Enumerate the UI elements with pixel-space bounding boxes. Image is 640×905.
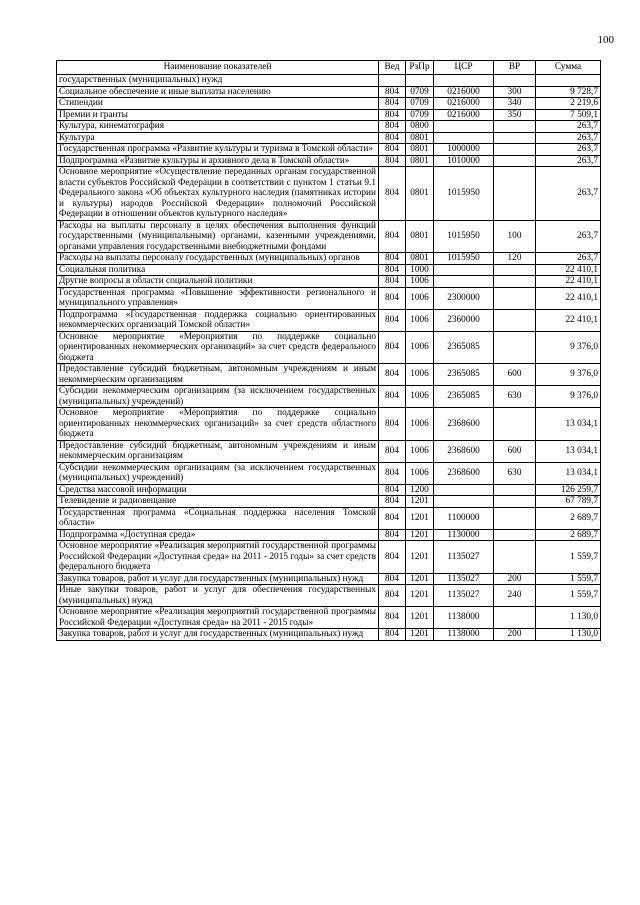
table-row xyxy=(57,276,601,288)
table-row xyxy=(57,98,601,110)
cell-ved: 804 xyxy=(379,264,406,276)
cell-rzpr: 1006 xyxy=(406,408,434,441)
cell-csr: 2365085 xyxy=(434,386,494,408)
cell-csr: 1100000 xyxy=(434,507,494,529)
cell-rzpr: 1201 xyxy=(406,529,434,541)
cell-csr: 2368600 xyxy=(434,440,494,462)
cell-csr: 2360000 xyxy=(434,309,494,331)
cell-vr: 200 xyxy=(494,629,536,641)
cell-sum: 1 559,7 xyxy=(536,573,601,585)
cell-rzpr: 1201 xyxy=(406,607,434,629)
cell-ved xyxy=(379,75,406,87)
cell-rzpr: 0801 xyxy=(406,144,434,156)
cell-csr: 0216000 xyxy=(434,109,494,121)
cell-sum: 22 410,1 xyxy=(536,264,601,276)
cell-name: Основное мероприятие «Осуществление переданных органам государственной власти субъектов Российской Федерации в соответствии с пунктом 1 статьи 9.1 Федерального закона «Об объектах культурного наследия (памятниках истории и культуры) народов Российской Федерации» полномочий Российской Федерации в отношении объектов культурного наследия» xyxy=(57,167,379,221)
cell-rzpr: 1006 xyxy=(406,440,434,462)
cell-sum: 263,7 xyxy=(536,155,601,167)
cell-vr xyxy=(494,529,536,541)
cell-name: Культура xyxy=(57,132,379,144)
cell-ved: 804 xyxy=(379,86,406,98)
cell-vr: 350 xyxy=(494,109,536,121)
cell-vr: 630 xyxy=(494,462,536,484)
cell-name: Социальная политика xyxy=(57,264,379,276)
cell-ved: 804 xyxy=(379,309,406,331)
cell-csr: 1135027 xyxy=(434,541,494,574)
cell-vr: 600 xyxy=(494,440,536,462)
cell-ved: 804 xyxy=(379,155,406,167)
table-row xyxy=(57,109,601,121)
table-row xyxy=(57,121,601,133)
cell-ved: 804 xyxy=(379,541,406,574)
cell-vr xyxy=(494,331,536,364)
cell-sum: 263,7 xyxy=(536,167,601,221)
cell-vr: 200 xyxy=(494,573,536,585)
cell-name: Другие вопросы в области социальной политики xyxy=(57,276,379,288)
column-header-name: Наименование показателей xyxy=(57,61,379,75)
cell-name: Подпрограмма «Доступная среда» xyxy=(57,529,379,541)
cell-rzpr: 1006 xyxy=(406,386,434,408)
cell-csr: 1000000 xyxy=(434,144,494,156)
cell-sum: 13 034,1 xyxy=(536,440,601,462)
cell-name: Основное мероприятие «Мероприятия по поддержке социально ориентированных некоммерческих организаций» за счет средств федерального бюджета xyxy=(57,331,379,364)
cell-vr xyxy=(494,132,536,144)
cell-name: Стипендии xyxy=(57,98,379,110)
cell-sum: 126 259,7 xyxy=(536,484,601,496)
table-row xyxy=(57,132,601,144)
cell-rzpr: 1201 xyxy=(406,573,434,585)
cell-name: государственных (муниципальных) нужд xyxy=(57,75,379,87)
cell-ved: 804 xyxy=(379,98,406,110)
table-row xyxy=(57,386,601,408)
cell-csr: 2368600 xyxy=(434,462,494,484)
table-row xyxy=(57,496,601,508)
cell-sum: 22 410,1 xyxy=(536,309,601,331)
table-row xyxy=(57,507,601,529)
cell-rzpr: 1006 xyxy=(406,287,434,309)
table-row xyxy=(57,86,601,98)
cell-name: Подпрограмма «Развитие культуры и архивного дела в Томской области» xyxy=(57,155,379,167)
cell-ved: 804 xyxy=(379,109,406,121)
cell-rzpr: 1006 xyxy=(406,364,434,386)
cell-rzpr: 1006 xyxy=(406,462,434,484)
cell-vr xyxy=(494,309,536,331)
column-header-rzpr: РзПр xyxy=(406,61,434,75)
cell-ved: 804 xyxy=(379,253,406,265)
cell-rzpr: 1006 xyxy=(406,309,434,331)
cell-vr xyxy=(494,155,536,167)
cell-ved: 804 xyxy=(379,121,406,133)
table-row xyxy=(57,440,601,462)
cell-vr xyxy=(494,167,536,221)
cell-ved: 804 xyxy=(379,629,406,641)
cell-vr: 340 xyxy=(494,98,536,110)
cell-vr: 100 xyxy=(494,220,536,253)
cell-rzpr: 0801 xyxy=(406,253,434,265)
cell-sum: 263,7 xyxy=(536,121,601,133)
table-row xyxy=(57,287,601,309)
cell-ved: 804 xyxy=(379,529,406,541)
table-row xyxy=(57,541,601,574)
cell-sum: 13 034,1 xyxy=(536,408,601,441)
cell-csr xyxy=(434,496,494,508)
cell-name: Государственная программа «Повышение эффективности регионального и муниципального управления» xyxy=(57,287,379,309)
cell-vr xyxy=(494,264,536,276)
cell-vr xyxy=(494,75,536,87)
cell-name: Средства массовой информации xyxy=(57,484,379,496)
table-row xyxy=(57,167,601,221)
table-header-row xyxy=(57,61,601,75)
cell-ved: 804 xyxy=(379,440,406,462)
cell-name: Подпрограмма «Государственная поддержка социально ориентированных некоммерческих организаций Томской области» xyxy=(57,309,379,331)
cell-sum: 9 376,0 xyxy=(536,331,601,364)
cell-csr: 0216000 xyxy=(434,98,494,110)
table-row xyxy=(57,155,601,167)
table-row xyxy=(57,585,601,607)
cell-vr xyxy=(494,121,536,133)
table-row xyxy=(57,629,601,641)
cell-ved: 804 xyxy=(379,408,406,441)
cell-name: Государственная программа «Социальная поддержка населения Томской области» xyxy=(57,507,379,529)
cell-vr xyxy=(494,276,536,288)
cell-csr: 1138000 xyxy=(434,629,494,641)
column-header-vr: ВР xyxy=(494,61,536,75)
cell-csr xyxy=(434,276,494,288)
cell-ved: 804 xyxy=(379,276,406,288)
cell-vr xyxy=(494,408,536,441)
table-row xyxy=(57,573,601,585)
cell-rzpr: 0709 xyxy=(406,109,434,121)
cell-vr: 240 xyxy=(494,585,536,607)
cell-vr: 300 xyxy=(494,86,536,98)
cell-rzpr: 1000 xyxy=(406,264,434,276)
cell-sum: 22 410,1 xyxy=(536,276,601,288)
cell-name: Предоставление субсидий бюджетным, автономным учреждениям и иным некоммерческим организациям xyxy=(57,440,379,462)
budget-table xyxy=(56,60,601,641)
cell-vr xyxy=(494,484,536,496)
cell-csr xyxy=(434,264,494,276)
table-row xyxy=(57,607,601,629)
table-body xyxy=(57,75,601,641)
column-header-ved: Вед xyxy=(379,61,406,75)
cell-rzpr: 1201 xyxy=(406,496,434,508)
cell-name: Расходы на выплаты персоналу государственных (муниципальных) органов xyxy=(57,253,379,265)
cell-rzpr: 0801 xyxy=(406,220,434,253)
cell-rzpr: 1201 xyxy=(406,541,434,574)
cell-name: Субсидии некоммерческим организациям (за исключением государственных (муниципальных) учреждений) xyxy=(57,386,379,408)
cell-vr xyxy=(494,541,536,574)
table-row xyxy=(57,264,601,276)
cell-ved: 804 xyxy=(379,167,406,221)
cell-csr: 1015950 xyxy=(434,167,494,221)
cell-csr xyxy=(434,132,494,144)
cell-rzpr: 0709 xyxy=(406,86,434,98)
cell-csr xyxy=(434,121,494,133)
cell-vr: 600 xyxy=(494,364,536,386)
table-row xyxy=(57,484,601,496)
table-row xyxy=(57,364,601,386)
cell-vr xyxy=(494,507,536,529)
cell-sum xyxy=(536,75,601,87)
cell-sum: 263,7 xyxy=(536,220,601,253)
column-header-sum: Сумма xyxy=(536,61,601,75)
cell-csr xyxy=(434,484,494,496)
page-number: 100 xyxy=(597,34,614,46)
cell-sum: 263,7 xyxy=(536,253,601,265)
cell-ved: 804 xyxy=(379,607,406,629)
cell-ved: 804 xyxy=(379,462,406,484)
cell-ved: 804 xyxy=(379,507,406,529)
table-row xyxy=(57,75,601,87)
cell-csr: 2300000 xyxy=(434,287,494,309)
cell-ved: 804 xyxy=(379,287,406,309)
cell-vr xyxy=(494,144,536,156)
cell-rzpr: 1201 xyxy=(406,629,434,641)
table-row xyxy=(57,331,601,364)
cell-csr: 2365085 xyxy=(434,364,494,386)
cell-rzpr: 0801 xyxy=(406,167,434,221)
cell-csr: 1130000 xyxy=(434,529,494,541)
cell-sum: 7 509,1 xyxy=(536,109,601,121)
table-row xyxy=(57,408,601,441)
cell-csr xyxy=(434,75,494,87)
cell-vr xyxy=(494,287,536,309)
cell-ved: 804 xyxy=(379,364,406,386)
cell-ved: 804 xyxy=(379,331,406,364)
cell-name: Культура, кинематография xyxy=(57,121,379,133)
cell-sum: 2 219,6 xyxy=(536,98,601,110)
cell-csr: 1135027 xyxy=(434,585,494,607)
cell-ved: 804 xyxy=(379,386,406,408)
cell-rzpr: 1006 xyxy=(406,331,434,364)
table-row xyxy=(57,144,601,156)
cell-sum: 9 376,0 xyxy=(536,386,601,408)
cell-csr: 1015950 xyxy=(434,253,494,265)
cell-rzpr: 1201 xyxy=(406,507,434,529)
cell-name: Закупка товаров, работ и услуг для государственных (муниципальных) нужд xyxy=(57,573,379,585)
cell-vr: 120 xyxy=(494,253,536,265)
table-row xyxy=(57,529,601,541)
cell-csr: 0216000 xyxy=(434,86,494,98)
cell-ved: 804 xyxy=(379,132,406,144)
cell-sum: 263,7 xyxy=(536,132,601,144)
cell-csr: 1138000 xyxy=(434,607,494,629)
cell-sum: 263,7 xyxy=(536,144,601,156)
cell-sum: 1 130,0 xyxy=(536,629,601,641)
cell-name: Иные закупки товаров, работ и услуг для обеспечения государственных (муниципальных) нужд xyxy=(57,585,379,607)
cell-rzpr: 1200 xyxy=(406,484,434,496)
cell-vr xyxy=(494,496,536,508)
cell-sum: 22 410,1 xyxy=(536,287,601,309)
cell-csr: 1010000 xyxy=(434,155,494,167)
cell-sum: 2 689,7 xyxy=(536,529,601,541)
cell-rzpr: 0801 xyxy=(406,155,434,167)
cell-sum: 1 559,7 xyxy=(536,585,601,607)
table-row xyxy=(57,220,601,253)
cell-vr: 630 xyxy=(494,386,536,408)
cell-vr xyxy=(494,607,536,629)
cell-rzpr: 1006 xyxy=(406,276,434,288)
cell-name: Телевидение и радиовещание xyxy=(57,496,379,508)
table-row xyxy=(57,309,601,331)
cell-csr: 2368600 xyxy=(434,408,494,441)
cell-name: Основное мероприятие «Реализация мероприятий государственной программы Российской Федерации «Доступная среда» на 2011 - 2015 годы» за счет средств федерального бюджета xyxy=(57,541,379,574)
table-row xyxy=(57,462,601,484)
cell-csr: 2365085 xyxy=(434,331,494,364)
cell-rzpr: 0801 xyxy=(406,132,434,144)
table-row xyxy=(57,253,601,265)
cell-ved: 804 xyxy=(379,220,406,253)
cell-name: Основное мероприятие «Мероприятия по поддержке социально ориентированных некоммерческих организаций» за счет средств областного бюджета xyxy=(57,408,379,441)
cell-ved: 804 xyxy=(379,484,406,496)
cell-name: Государственная программа «Развитие культуры и туризма в Томской области» xyxy=(57,144,379,156)
cell-sum: 9 728,7 xyxy=(536,86,601,98)
cell-ved: 804 xyxy=(379,573,406,585)
cell-rzpr: 0800 xyxy=(406,121,434,133)
cell-rzpr xyxy=(406,75,434,87)
cell-rzpr: 0709 xyxy=(406,98,434,110)
cell-rzpr: 1201 xyxy=(406,585,434,607)
cell-name: Основное мероприятие «Реализация мероприятий государственной программы Российской Федерации «Доступная среда» на 2011 - 2015 годы» xyxy=(57,607,379,629)
cell-name: Предоставление субсидий бюджетным, автономным учреждениям и иным некоммерческим организациям xyxy=(57,364,379,386)
cell-name: Закупка товаров, работ и услуг для государственных (муниципальных) нужд xyxy=(57,629,379,641)
cell-name: Социальное обеспечение и иные выплаты населению xyxy=(57,86,379,98)
cell-name: Премии и гранты xyxy=(57,109,379,121)
cell-csr: 1015950 xyxy=(434,220,494,253)
cell-ved: 804 xyxy=(379,144,406,156)
cell-ved: 804 xyxy=(379,496,406,508)
cell-csr: 1135027 xyxy=(434,573,494,585)
cell-sum: 9 376,0 xyxy=(536,364,601,386)
cell-name: Расходы на выплаты персоналу в целях обеспечения выполнения функций государственными (муниципальными) органами, казенными учреждениями, органами управления государственными внебюджетными фондами xyxy=(57,220,379,253)
cell-sum: 1 559,7 xyxy=(536,541,601,574)
cell-sum: 67 789,7 xyxy=(536,496,601,508)
cell-sum: 13 034,1 xyxy=(536,462,601,484)
column-header-csr: ЦСР xyxy=(434,61,494,75)
cell-ved: 804 xyxy=(379,585,406,607)
cell-sum: 1 130,0 xyxy=(536,607,601,629)
cell-sum: 2 689,7 xyxy=(536,507,601,529)
cell-name: Субсидии некоммерческим организациям (за исключением государственных (муниципальных) учреждений) xyxy=(57,462,379,484)
